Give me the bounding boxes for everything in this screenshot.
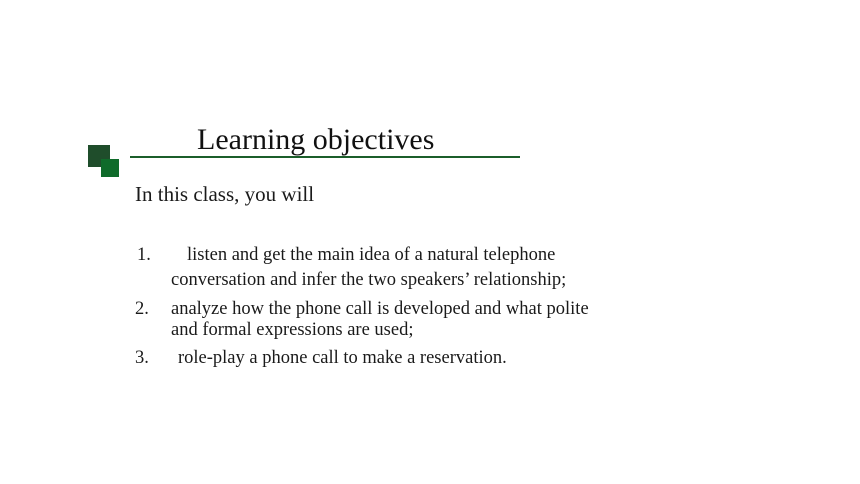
objective-item-2 (135, 298, 589, 341)
intro-text: In this class, you will (135, 182, 315, 206)
objective-line: conversation and infer the two speakers’ relationship; (171, 270, 567, 290)
objective-item-1 (137, 244, 566, 291)
green-square-shape (101, 159, 119, 177)
objective-item-3 (135, 347, 507, 369)
slide-title: Learning objectives (197, 123, 435, 156)
bullet-squares-decoration (88, 145, 122, 179)
objective-line: role-play a phone call to make a reservation. (178, 348, 507, 368)
objective-line: listen and get the main idea of a natural telephone (187, 245, 556, 265)
objective-line: and formal expressions are used; (171, 320, 414, 340)
objective-line: analyze how the phone call is developed and what polite (171, 299, 589, 319)
objective-number: 1. (137, 245, 151, 265)
objective-number: 2. (135, 299, 149, 319)
objective-number: 3. (135, 348, 149, 368)
